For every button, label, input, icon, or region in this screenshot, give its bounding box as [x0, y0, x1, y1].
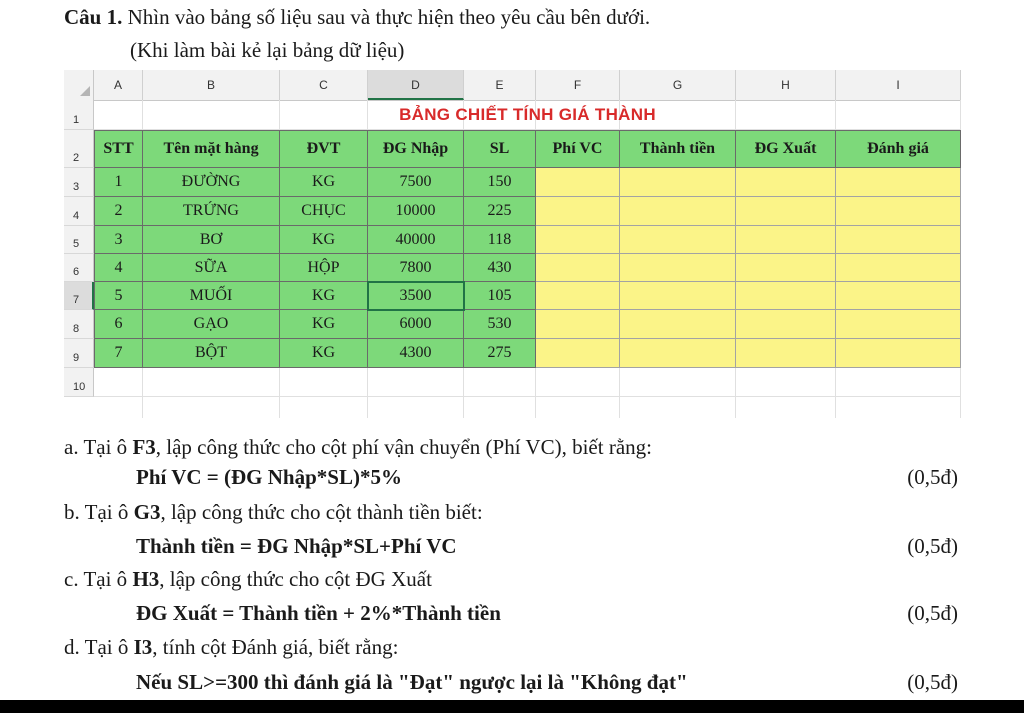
table-cell-a4[interactable]: 2 [94, 197, 143, 226]
table-cell-e9[interactable]: 275 [464, 339, 536, 368]
table-cell-f6[interactable] [536, 254, 620, 282]
gridline-h [94, 396, 961, 397]
table-cell-f5[interactable] [536, 226, 620, 254]
question-title [64, 4, 650, 30]
task-d-points: (0,5đ) [907, 670, 958, 694]
task-d-prefix: d. Tại ô [64, 635, 134, 659]
table-cell-b5[interactable]: BƠ [143, 226, 280, 254]
question-number: Câu 1. [64, 5, 123, 29]
table-cell-c6[interactable]: HỘP [280, 254, 368, 282]
table-cell-f8[interactable] [536, 310, 620, 339]
row-header-7[interactable]: 7 [64, 282, 94, 310]
question-text: Nhìn vào bảng số liệu sau và thực hiện theo yêu cầu bên dưới. [122, 5, 651, 29]
header-cell-i[interactable]: Đánh giá [836, 130, 961, 168]
task-d [64, 634, 398, 660]
table-cell-b9[interactable]: BỘT [143, 339, 280, 368]
table-cell-d9[interactable]: 4300 [368, 339, 464, 368]
task-b [64, 499, 483, 525]
table-cell-i9[interactable] [836, 339, 961, 368]
table-cell-a5[interactable]: 3 [94, 226, 143, 254]
table-cell-a7[interactable]: 5 [94, 282, 143, 310]
column-header-e[interactable]: E [464, 70, 536, 100]
row-header-10[interactable]: 10 [64, 368, 94, 397]
header-cell-c[interactable]: ĐVT [280, 130, 368, 168]
table-cell-c9[interactable]: KG [280, 339, 368, 368]
header-cell-a[interactable]: STT [94, 130, 143, 168]
table-cell-c3[interactable]: KG [280, 168, 368, 197]
header-cell-h[interactable]: ĐG Xuất [736, 130, 836, 168]
table-cell-e5[interactable]: 118 [464, 226, 536, 254]
table-cell-h6[interactable] [736, 254, 836, 282]
task-c-formula: ĐG Xuất = Thành tiền + 2%*Thành tiền [136, 601, 501, 625]
header-cell-d[interactable]: ĐG Nhập [368, 130, 464, 168]
row-header-9[interactable]: 9 [64, 339, 94, 368]
table-cell-c4[interactable]: CHỤC [280, 197, 368, 226]
row-header-8[interactable]: 8 [64, 310, 94, 339]
row-header-1[interactable]: 1 [64, 100, 94, 130]
table-cell-i4[interactable] [836, 197, 961, 226]
table-cell-b8[interactable]: GẠO [143, 310, 280, 339]
table-cell-a9[interactable]: 7 [94, 339, 143, 368]
task-b-points: (0,5đ) [907, 534, 958, 558]
task-b-prefix: b. Tại ô [64, 500, 134, 524]
table-cell-b4[interactable]: TRỨNG [143, 197, 280, 226]
question-note: (Khi làm bài kẻ lại bảng dữ liệu) [130, 38, 405, 62]
table-cell-a6[interactable]: 4 [94, 254, 143, 282]
table-cell-c7[interactable]: KG [280, 282, 368, 310]
task-c-text: , lập công thức cho cột ĐG Xuất [159, 567, 432, 591]
table-cell-f9[interactable] [536, 339, 620, 368]
table-cell-g8[interactable] [620, 310, 736, 339]
table-cell-i7[interactable] [836, 282, 961, 310]
table-cell-g7[interactable] [620, 282, 736, 310]
table-cell-f4[interactable] [536, 197, 620, 226]
table-cell-h8[interactable] [736, 310, 836, 339]
table-cell-c8[interactable]: KG [280, 310, 368, 339]
row-header-5[interactable]: 5 [64, 226, 94, 254]
table-cell-h5[interactable] [736, 226, 836, 254]
task-b-cell: G3 [133, 500, 161, 524]
table-cell-d8[interactable]: 6000 [368, 310, 464, 339]
table-cell-h3[interactable] [736, 168, 836, 197]
task-d-text: , tính cột Đánh giá, biết rằng: [152, 635, 399, 659]
table-cell-d7[interactable]: 3500 [368, 282, 464, 310]
table-cell-d4[interactable]: 10000 [368, 197, 464, 226]
table-title: BẢNG CHIẾT TÍNH GIÁ THÀNH [399, 105, 656, 124]
table-cell-g9[interactable] [620, 339, 736, 368]
task-c-prefix: c. Tại ô [64, 567, 133, 591]
table-cell-g5[interactable] [620, 226, 736, 254]
table-cell-e6[interactable]: 430 [464, 254, 536, 282]
table-cell-i6[interactable] [836, 254, 961, 282]
table-cell-e7[interactable]: 105 [464, 282, 536, 310]
row-header-3[interactable]: 3 [64, 168, 94, 197]
task-d-formula: Nếu SL>=300 thì đánh giá là "Đạt" ngược lại là "Không đạt" [136, 670, 688, 694]
bottom-bar [0, 700, 1024, 713]
table-cell-d3[interactable]: 7500 [368, 168, 464, 197]
task-b-text: , lập công thức cho cột thành tiền biết: [160, 500, 483, 524]
task-a-prefix: a. Tại ô [64, 435, 133, 459]
spreadsheet [64, 70, 961, 418]
row-header-6[interactable]: 6 [64, 254, 94, 282]
task-a-cell: F3 [132, 435, 156, 459]
header-cell-b[interactable]: Tên mặt hàng [143, 130, 280, 168]
task-b-formula: Thành tiền = ĐG Nhập*SL+Phí VC [136, 534, 457, 558]
column-header-i[interactable]: I [836, 70, 961, 100]
task-d-cell: I3 [133, 635, 153, 659]
table-cell-a8[interactable]: 6 [94, 310, 143, 339]
task-a-text: , lập công thức cho cột phí vận chuyển (Phí VC), biết rằng: [155, 435, 652, 459]
table-cell-e3[interactable]: 150 [464, 168, 536, 197]
column-header-g[interactable]: G [620, 70, 736, 100]
table-cell-c5[interactable]: KG [280, 226, 368, 254]
table-cell-i5[interactable] [836, 226, 961, 254]
row-header-2[interactable]: 2 [64, 130, 94, 168]
task-a-points: (0,5đ) [907, 465, 958, 489]
table-cell-h9[interactable] [736, 339, 836, 368]
table-cell-g3[interactable] [620, 168, 736, 197]
task-c [64, 566, 432, 592]
task-a-formula: Phí VC = (ĐG Nhập*SL)*5% [136, 465, 402, 489]
table-cell-d6[interactable]: 7800 [368, 254, 464, 282]
header-cell-g[interactable]: Thành tiền [620, 130, 736, 168]
table-cell-f7[interactable] [536, 282, 620, 310]
column-header-c[interactable]: C [280, 70, 368, 100]
table-cell-i8[interactable] [836, 310, 961, 339]
table-cell-h4[interactable] [736, 197, 836, 226]
select-all-corner[interactable] [64, 70, 94, 100]
table-cell-h7[interactable] [736, 282, 836, 310]
table-cell-a3[interactable]: 1 [94, 168, 143, 197]
table-cell-b6[interactable]: SỮA [143, 254, 280, 282]
table-cell-g4[interactable] [620, 197, 736, 226]
header-cell-e[interactable]: SL [464, 130, 536, 168]
task-c-points: (0,5đ) [907, 601, 958, 625]
task-a [64, 434, 652, 460]
column-header-f[interactable]: F [536, 70, 620, 100]
table-cell-b3[interactable]: ĐƯỜNG [143, 168, 280, 197]
column-header-h[interactable]: H [736, 70, 836, 100]
task-c-cell: H3 [132, 567, 160, 591]
row-header-4[interactable]: 4 [64, 197, 94, 226]
table-cell-e8[interactable]: 530 [464, 310, 536, 339]
column-header-d[interactable]: D [368, 70, 464, 100]
column-header-b[interactable]: B [143, 70, 280, 100]
header-cell-f[interactable]: Phí VC [536, 130, 620, 168]
column-header-a[interactable]: A [94, 70, 143, 100]
table-cell-e4[interactable]: 225 [464, 197, 536, 226]
table-cell-b7[interactable]: MUỐI [143, 282, 280, 310]
table-cell-g6[interactable] [620, 254, 736, 282]
table-cell-f3[interactable] [536, 168, 620, 197]
table-cell-d5[interactable]: 40000 [368, 226, 464, 254]
table-cell-i3[interactable] [836, 168, 961, 197]
